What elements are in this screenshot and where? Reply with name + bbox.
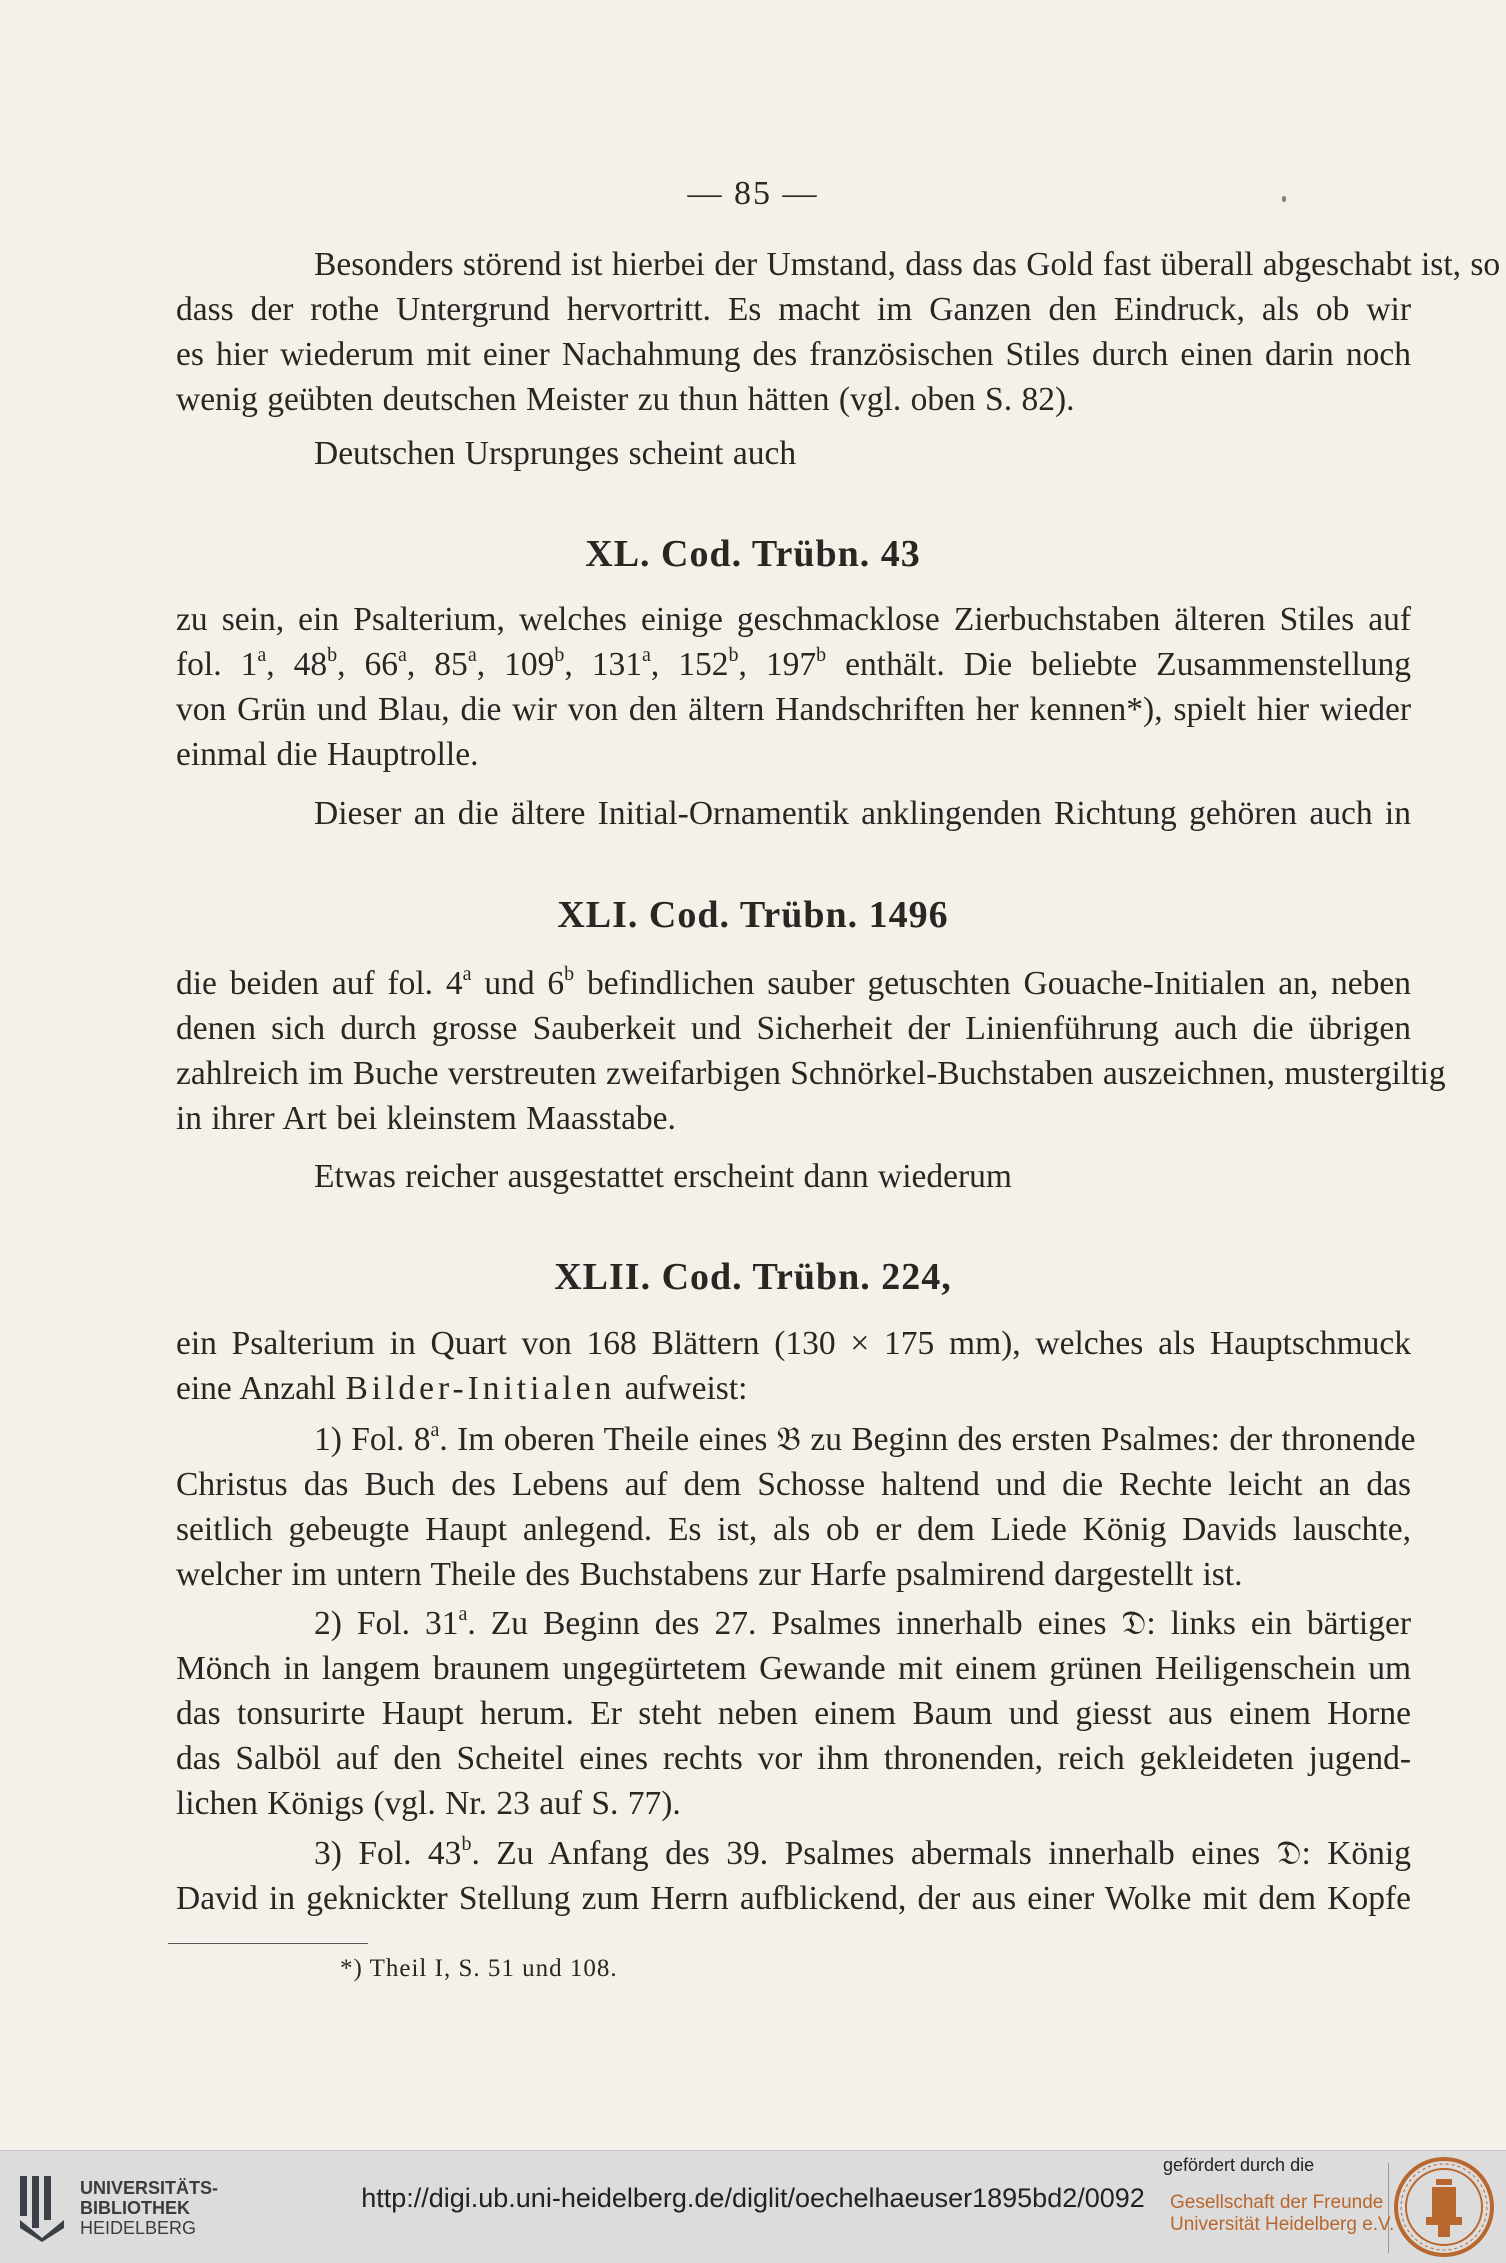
text-line: ein Psalterium in Quart von 168 Blättern (130 × 175 mm), welches als Hauptschmuck — [176, 1325, 1411, 1362]
permalink-url[interactable]: http://digi.ub.uni-heidelberg.de/diglit/oechelhaeuser1895bd2/0092 — [361, 2183, 1145, 2213]
text-line: das Salböl auf den Scheitel eines rechts vor ihm thronenden, reich gekleideten jugend- — [176, 1740, 1411, 1777]
section-heading-xl: XL. Cod. Trübn. 43 — [585, 533, 921, 575]
text-line: es hier wiederum mit einer Nachahmung des französischen Stiles durch einen darin noch — [176, 336, 1411, 373]
text-line: 1) Fol. 8$^a$. Im oberen Theile eines 𝔅 zu Beginn des ersten Psalmes: der thronende — [314, 1418, 1416, 1458]
text-line: Dieser an die ältere Initial-Ornamentik anklingenden Richtung gehören auch in — [314, 795, 1411, 832]
speck-mark — [1282, 196, 1286, 202]
text-line: Mönch in langem braunem ungegürtetem Gewande mit einem grünen Heiligenschein um — [176, 1650, 1411, 1687]
text-line: Deutschen Ursprunges scheint auch — [314, 435, 797, 472]
text-line: einmal die Hauptrolle. — [176, 736, 479, 773]
text-line: Etwas reicher ausgestattet erscheint dann wiederum — [314, 1158, 1012, 1195]
university-seal-icon — [1392, 2155, 1497, 2260]
text-line: wenig geübten deutschen Meister zu thun hätten (vgl. oben S. 82). — [176, 381, 1075, 418]
text-line: fol. 1$^a$, 48$^b$, 66$^a$, 85$^a$, 109$^b$, 131$^a$, 152$^b$, 197$^b$ enthält. Die beliebte Zusammenstellung — [176, 643, 1412, 683]
text-line: dass der rothe Untergrund hervortritt. Es macht im Ganzen den Eindruck, als ob wir — [176, 291, 1411, 328]
text-line: seitlich gebeugte Haupt anlegend. Es ist, als ob er dem Liede König Davids lauschte, — [176, 1511, 1411, 1548]
section-heading-xli: XLI. Cod. Trübn. 1496 — [557, 894, 949, 936]
text-line: 3) Fol. 43$^b$. Zu Anfang des 39. Psalmes abermals innerhalb eines 𝔇: König — [314, 1832, 1411, 1872]
sponsor-heading: gefördert durch die — [1163, 2155, 1315, 2175]
text-line: von Grün und Blau, die wir von den ältern Handschriften her kennen*), spielt hier wieder — [176, 691, 1411, 728]
footnote: *) Theil I, S. 51 und 108. — [340, 1955, 618, 1982]
university-library-name: UNIVERSITÄTS- BIBLIOTHEK HEIDELBERG — [80, 2178, 219, 2238]
text-line: Besonders störend ist hierbei der Umstand, dass das Gold fast überall abgeschabt ist, so — [314, 246, 1501, 283]
text-line: 2) Fol. 31$^a$. Zu Beginn des 27. Psalmes innerhalb eines 𝔇: links ein bärtiger — [314, 1602, 1411, 1642]
footnote-rule — [168, 1943, 368, 1944]
text-line: welcher im untern Theile des Buchstabens zur Harfe psalmirend dargestellt ist. — [176, 1556, 1243, 1593]
sponsor-name: Gesellschaft der Freunde Universität Heidelberg e.V. — [1170, 2192, 1395, 2235]
text-line: zu sein, ein Psalterium, welches einige geschmacklose Zierbuchstaben älteren Stiles auf — [176, 601, 1411, 638]
text-line: lichen Königs (vgl. Nr. 23 auf S. 77). — [176, 1785, 681, 1822]
text-line: die beiden auf fol. 4$^a$ und 6$^b$ befindlichen sauber getuschten Gouache-Initialen an, neben — [176, 962, 1412, 1002]
text-line: eine Anzahl Bilder-Initialen aufweist: — [176, 1370, 748, 1407]
section-heading-xlii: XLII. Cod. Trübn. 224, — [554, 1256, 952, 1298]
text-line: denen sich durch grosse Sauberkeit und Sicherheit der Linienführung auch die übrigen — [176, 1010, 1411, 1047]
page-number: — 85 — — [687, 175, 819, 212]
text-line: das tonsurirte Haupt herum. Er steht neben einem Baum und giesst aus einem Horne — [176, 1695, 1411, 1732]
text-line: David in geknickter Stellung zum Herrn aufblickend, der aus einer Wolke mit dem Kopfe — [176, 1880, 1411, 1917]
text-line: in ihrer Art bei kleinstem Maasstabe. — [176, 1100, 676, 1137]
text-line: zahlreich im Buche verstreuten zweifarbigen Schnörkel-Buchstaben auszeichnen, mustergiltig — [176, 1055, 1446, 1092]
text-line: Christus das Buch des Lebens auf dem Schosse haltend und die Rechte leicht an das — [176, 1466, 1411, 1503]
